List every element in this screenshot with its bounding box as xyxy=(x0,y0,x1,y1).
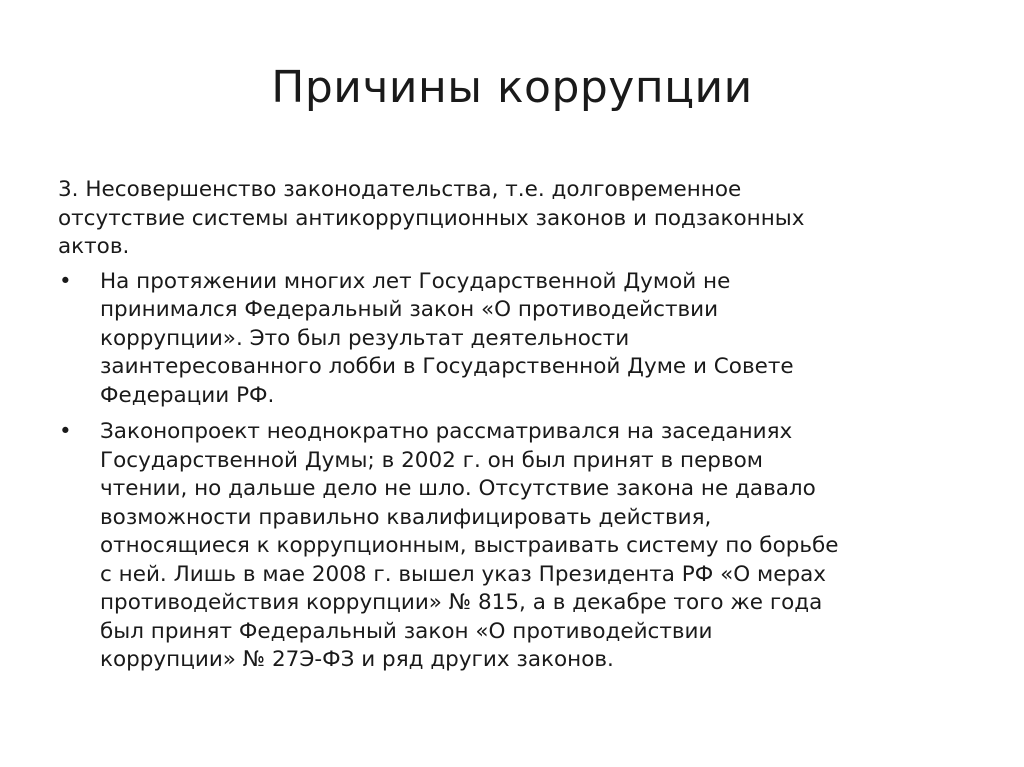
intro-line: отсутствие системы антикоррупционных законов и подзаконных xyxy=(58,205,805,231)
bullet-icon: • xyxy=(59,419,72,444)
bullet-line: чтении, но дальше дело не шло. Отсутствие закона не давало xyxy=(100,476,816,501)
bullet-list xyxy=(58,268,978,675)
bullet-line: Федерации РФ. xyxy=(100,382,275,408)
bullet-line: Законопроект неоднократно рассматривался на заседаниях xyxy=(100,419,793,444)
bullet-line: с ней. Лишь в мае 2008 г. вышел указ Президента РФ «О мерах xyxy=(100,561,826,587)
slide-title: Причины коррупции xyxy=(271,62,753,113)
intro-paragraph xyxy=(58,176,978,262)
bullet-line: На протяжении многих лет Государственной Думой не xyxy=(100,268,731,294)
bullet-line: принимался Федеральный закон «О противодействии xyxy=(100,297,719,322)
bullet-line: заинтересованного лобби в Государственной Думе и Совете xyxy=(100,354,794,379)
intro-line: актов. xyxy=(58,234,130,259)
bullet-line: коррупции» № 27Э-ФЗ и ряд других законов. xyxy=(100,647,614,672)
bullet-line: возможности правильно квалифицировать действия, xyxy=(100,504,712,530)
bullet-line: относящиеся к коррупционным, выстраивать систему по борьбе xyxy=(100,533,839,558)
bullet-icon: • xyxy=(59,268,72,294)
bullet-line: Государственной Думы; в 2002 г. он был принят в первом xyxy=(100,447,763,473)
bullet-line: противодействия коррупции» № 815, а в декабре того же года xyxy=(100,590,823,615)
bullet-item xyxy=(58,418,978,675)
bullet-item xyxy=(58,268,978,411)
slide-content xyxy=(58,176,978,683)
bullet-line: коррупции». Это был результат деятельности xyxy=(100,325,630,351)
bullet-line: был принят Федеральный закон «О противодействии xyxy=(100,618,713,644)
intro-line: 3. Несовершенство законодательства, т.е. долговременное xyxy=(58,177,742,202)
